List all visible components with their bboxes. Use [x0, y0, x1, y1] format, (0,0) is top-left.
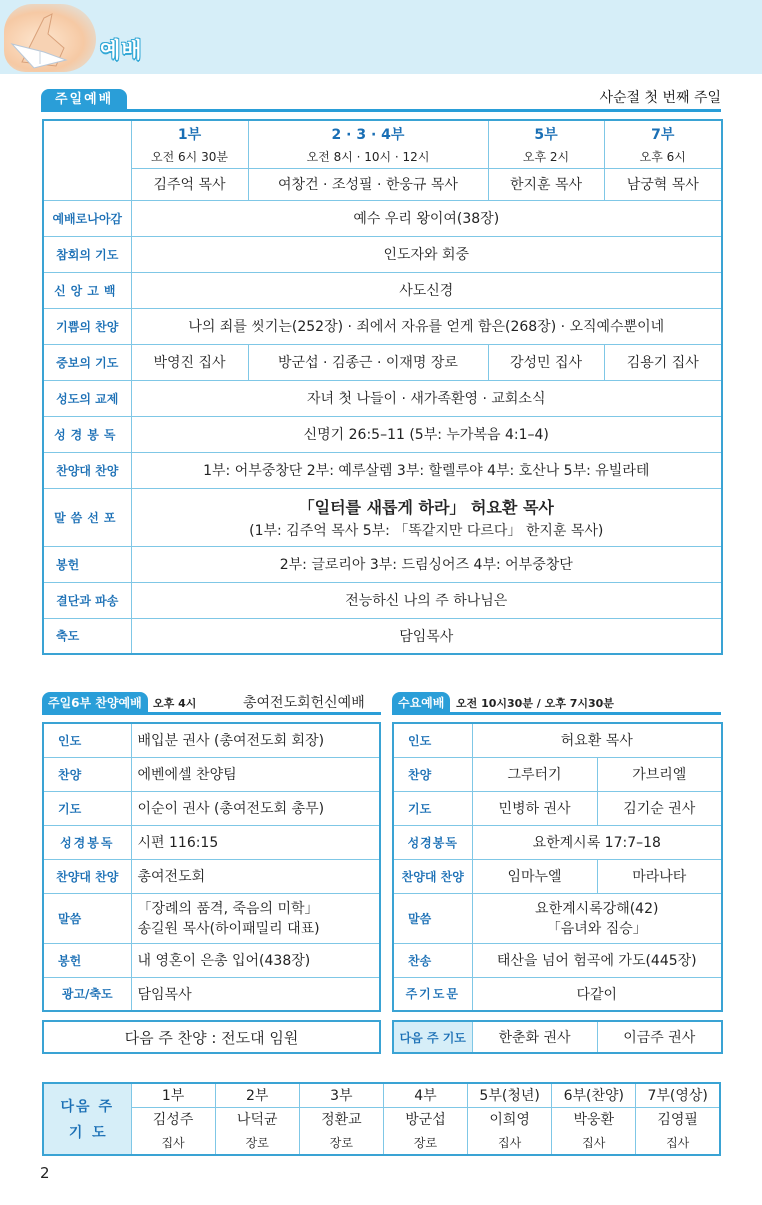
prayer-name: 김영필	[636, 1107, 720, 1131]
wed-value-b: 가브리엘	[597, 757, 722, 791]
fellowship-value: 자녀 첫 나들이 · 새가족환영 · 교회소식	[131, 380, 722, 416]
sixth-value: 에벤에셀 찬양팀	[131, 757, 380, 791]
repent-value: 인도자와 회중	[131, 236, 722, 272]
wednesday-service-tab: 수요예배	[392, 692, 450, 714]
prayer-role: 집사	[468, 1131, 552, 1155]
row-label: 결단과 파송	[43, 582, 131, 618]
prayer-role: 장로	[215, 1131, 299, 1155]
wed-next-label: 다음 주 기도	[393, 1021, 472, 1053]
prayer-service: 5부(청년)	[468, 1083, 552, 1107]
row-label: 신앙고백	[43, 272, 131, 308]
wed-value: 요한계시록 17:7–18	[472, 825, 722, 859]
service-name: 2 · 3 · 4부	[248, 120, 488, 146]
service-time: 오전 6시 30분	[131, 146, 248, 168]
row-label: 찬양	[43, 757, 131, 791]
row-label: 찬양대 찬양	[43, 859, 131, 893]
sixth-next-choir: 다음 주 찬양 : 전도대 임원	[43, 1021, 380, 1053]
prayer-name: 김성주	[131, 1107, 215, 1131]
sixth-next-table	[42, 1020, 381, 1054]
prayer-name: 정환교	[299, 1107, 383, 1131]
service-name: 1부	[131, 120, 248, 146]
prayer-name: 방군섭	[383, 1107, 467, 1131]
prayer-name: 이희영	[468, 1107, 552, 1131]
row-label: 광고/축도	[43, 977, 131, 1011]
prayer-name: 나덕균	[215, 1107, 299, 1131]
wed-value: 다같이	[472, 977, 722, 1011]
prayer-service: 2부	[215, 1083, 299, 1107]
prayer-role: 집사	[552, 1131, 636, 1155]
sixth-value: 배입분 권사 (총여전도회 회장)	[131, 723, 380, 757]
row-label: 말씀	[43, 893, 131, 943]
intercessor: 방군섭 · 김종근 · 이재명 장로	[248, 344, 488, 380]
prayer-role: 집사	[131, 1131, 215, 1155]
sunday-service-tab: 주일예배	[41, 89, 127, 111]
corner-cell	[43, 120, 131, 200]
row-label: 말씀선포	[43, 488, 131, 546]
choir-value: 1부: 어부중창단 2부: 예루살렘 3부: 할렐루야 4부: 호산나 5부: 유빌라테	[131, 452, 722, 488]
row-label: 찬양대 찬양	[43, 452, 131, 488]
row-label: 봉헌	[43, 546, 131, 582]
service-name: 5부	[488, 120, 604, 146]
wed-next-a: 한춘화 권사	[472, 1021, 597, 1053]
sixth-service-tab: 주일6부 찬양예배	[42, 692, 148, 714]
row-label: 말씀	[393, 893, 472, 943]
row-label: 기도	[43, 791, 131, 825]
service-leader: 한지훈 목사	[488, 168, 604, 200]
page-title: 예배	[100, 38, 143, 62]
row-label: 축도	[43, 618, 131, 654]
row-label: 인도	[393, 723, 472, 757]
row-label: 성경봉독	[393, 825, 472, 859]
sixth-sermon-speaker: 송길원 목사(하이패밀리 대표)	[137, 921, 320, 937]
sending-value: 전능하신 나의 주 하나님은	[131, 582, 722, 618]
service-name: 7부	[604, 120, 722, 146]
row-label: 중보의 기도	[43, 344, 131, 380]
service-time: 오전 8시 · 10시 · 12시	[248, 146, 488, 168]
sixth-sermon-title: 「장례의 품격, 죽음의 미학」	[137, 901, 319, 917]
prayer-service: 4부	[383, 1083, 467, 1107]
sixth-order-table	[42, 722, 381, 1012]
wed-sermon-series: 요한계시록강해(42)	[535, 901, 659, 917]
scripture-value: 신명기 26:5–11 (5부: 누가복음 4:1–4)	[131, 416, 722, 452]
row-label: 성경봉독	[43, 416, 131, 452]
page-number: 2	[40, 1164, 50, 1182]
prayer-service: 1부	[131, 1083, 215, 1107]
next-prayer-label	[43, 1083, 131, 1155]
row-label: 기도	[393, 791, 472, 825]
prayer-name: 박웅환	[552, 1107, 636, 1131]
sixth-value: 내 영혼이 은총 입어(438장)	[131, 943, 380, 977]
prayer-service: 7부(영상)	[636, 1083, 720, 1107]
intercessor: 김용기 집사	[604, 344, 722, 380]
wednesday-order-table	[392, 722, 723, 1012]
intercessor: 강성민 집사	[488, 344, 604, 380]
prayer-role: 장로	[299, 1131, 383, 1155]
page-header	[0, 0, 762, 74]
service-time: 오후 6시	[604, 146, 722, 168]
row-label: 인도	[43, 723, 131, 757]
row-label: 참회의 기도	[43, 236, 131, 272]
prayer-service: 3부	[299, 1083, 383, 1107]
sixth-service-time: 오후 4시	[153, 697, 197, 710]
wed-value-a: 그루터기	[472, 757, 597, 791]
wed-value: 허요환 목사	[472, 723, 722, 757]
wed-value-b: 김기순 권사	[597, 791, 722, 825]
praying-hands-icon	[4, 4, 96, 72]
prayer-service: 6부(찬양)	[552, 1083, 636, 1107]
sunday-order-table	[42, 119, 723, 655]
wed-value-a: 민병하 권사	[472, 791, 597, 825]
row-label: 찬양대 찬양	[393, 859, 472, 893]
wed-value: 태산을 넘어 험곡에 가도(445장)	[472, 943, 722, 977]
sunday-note: 사순절 첫 번째 주일	[599, 90, 721, 106]
sixth-service-note: 총여전도회헌신예배	[243, 695, 365, 711]
wednesday-service-time: 오전 10시30분 / 오후 7시30분	[456, 697, 614, 710]
service-time: 오후 2시	[488, 146, 604, 168]
sermon-sub: (1부: 김주억 목사 5부: 「똑같지만 다르다」 한지훈 목사)	[249, 522, 604, 539]
sixth-value: 담임목사	[131, 977, 380, 1011]
row-label: 성도의 교제	[43, 380, 131, 416]
wed-sermon-cell	[472, 893, 722, 943]
section-divider	[41, 109, 721, 112]
next-prayer-table	[42, 1082, 721, 1156]
wed-next-b: 이금주 권사	[597, 1021, 722, 1053]
sixth-sermon-cell	[131, 893, 380, 943]
row-label: 성경봉독	[43, 825, 131, 859]
sixth-value: 이순이 권사 (총여전도회 총무)	[131, 791, 380, 825]
invitation-value: 예수 우리 왕이여(38장)	[131, 200, 722, 236]
row-label: 주기도문	[393, 977, 472, 1011]
wed-value-b: 마라나타	[597, 859, 722, 893]
wednesday-next-table	[392, 1020, 723, 1054]
row-label: 봉헌	[43, 943, 131, 977]
offering-value: 2부: 글로리아 3부: 드림싱어즈 4부: 어부중창단	[131, 546, 722, 582]
blessing-value: 담임목사	[131, 618, 722, 654]
sixth-value: 시편 116:15	[131, 825, 380, 859]
row-label: 찬송	[393, 943, 472, 977]
section-divider	[392, 712, 721, 715]
sermon-title: 「일터를 새롭게 하라」 허요환 목사	[298, 497, 554, 517]
joy-hymns-value: 나의 죄를 씻기는(252장) · 죄에서 자유를 얻게 함은(268장) · 오직예수뿐이네	[131, 308, 722, 344]
wed-value-a: 임마누엘	[472, 859, 597, 893]
prayer-role: 집사	[636, 1131, 720, 1155]
sermon-cell	[131, 488, 722, 546]
row-label: 예배로나아감	[43, 200, 131, 236]
section-divider	[42, 712, 381, 715]
service-leader: 여창건 · 조성필 · 한웅규 목사	[248, 168, 488, 200]
service-leader: 김주억 목사	[131, 168, 248, 200]
prayer-role: 장로	[383, 1131, 467, 1155]
next-prayer-label-line2: 기 도	[68, 1125, 106, 1141]
service-leader: 남궁혁 목사	[604, 168, 722, 200]
row-label: 찬양	[393, 757, 472, 791]
sixth-value: 총여전도회	[131, 859, 380, 893]
intercessor: 박영진 집사	[131, 344, 248, 380]
next-prayer-label-line1: 다음 주	[60, 1099, 114, 1115]
row-label: 기쁨의 찬양	[43, 308, 131, 344]
creed-value: 사도신경	[131, 272, 722, 308]
wed-sermon-title: 「음녀와 짐승」	[546, 921, 647, 937]
